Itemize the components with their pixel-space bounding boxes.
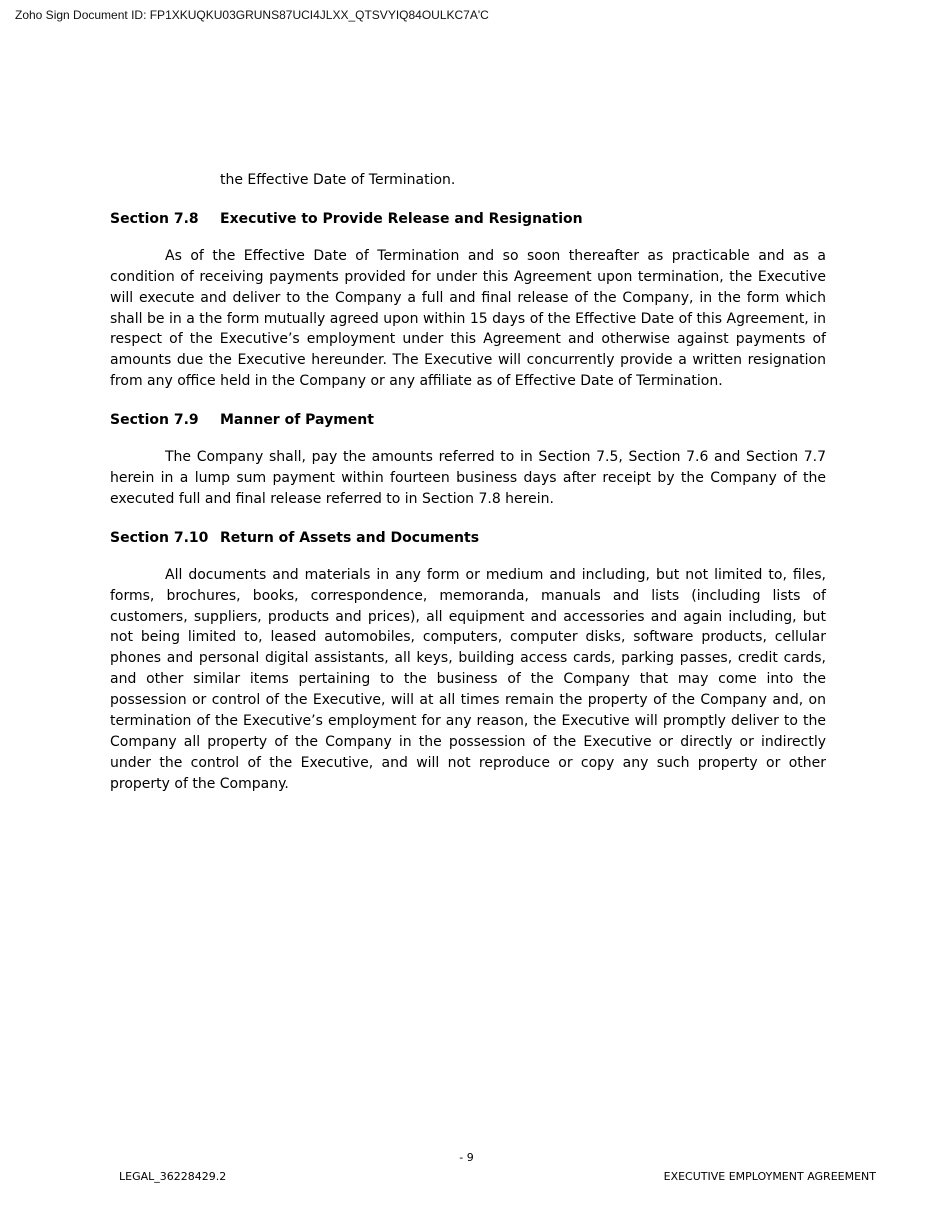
section-paragraph-7-10: All documents and materials in any form or medium and including, but not limited to, files, forms, brochures, books, correspondence, memoranda, manuals and lists (including lists of customers, suppliers, products and prices), all equipment and accessories and again including, but not being limited to, leased automobiles, computers, computer disks, software products, cellular phones and personal digital assistants, all keys, building access cards, parking passes, credit cards, and other similar items pertaining to the business of the Company that may come into the possession or control of the Executive, will at all times remain the property of the Company and, on termination of the Executive’s employment for any reason, the Executive will promptly deliver to the Company all property of the Company in the possession of the Executive or directly or indirectly under the control of the Executive, and will not reproduce or copy any such property or other property of the Company. bbox=[110, 566, 826, 792]
page-number: - 9 bbox=[459, 1151, 474, 1164]
section-paragraph-7-8: As of the Effective Date of Termination and so soon thereafter as practicable and as a condition of receiving payments provided for under this Agreement upon termination, the Executive will execute and deliver to the Company a full and final release of the Company, in the form which shall be in a the form mutually agreed upon within 15 days of the Effective Date of this Agreement, in respect of the Executive’s employment under this Agreement and otherwise against payments of amounts due the Executive hereunder. The Executive will concurrently provide a written resignation from any office held in the Company or any affiliate as of Effective Date of Termination. bbox=[110, 247, 826, 390]
section-number: Section 7.10 bbox=[110, 529, 209, 546]
section-heading-7-10 bbox=[110, 528, 826, 549]
section-title: Executive to Provide Release and Resignation bbox=[220, 210, 583, 227]
section-heading-7-9 bbox=[110, 410, 826, 431]
document-body bbox=[110, 170, 826, 795]
section-number: Section 7.9 bbox=[110, 412, 199, 429]
section-title: Manner of Payment bbox=[220, 412, 374, 429]
continuation-line: the Effective Date of Termination. bbox=[220, 172, 456, 188]
document-id-header: Zoho Sign Document ID: FP1XKUQKU03GRUNS87UCI4JLXX_QTSVYIQ84OULKC7A'C bbox=[15, 8, 489, 22]
footer-document-title: EXECUTIVE EMPLOYMENT AGREEMENT bbox=[663, 1170, 876, 1183]
section-number: Section 7.8 bbox=[110, 210, 199, 227]
section-heading-7-8 bbox=[110, 209, 826, 230]
section-paragraph-7-9: The Company shall, pay the amounts referred to in Section 7.5, Section 7.6 and Section 7.7 herein in a lump sum payment within fourteen business days after receipt by the Company of the executed full and final release referred to in Section 7.8 herein. bbox=[110, 449, 826, 507]
section-title: Return of Assets and Documents bbox=[220, 529, 480, 546]
footer-document-code: LEGAL_36228429.2 bbox=[119, 1170, 227, 1183]
